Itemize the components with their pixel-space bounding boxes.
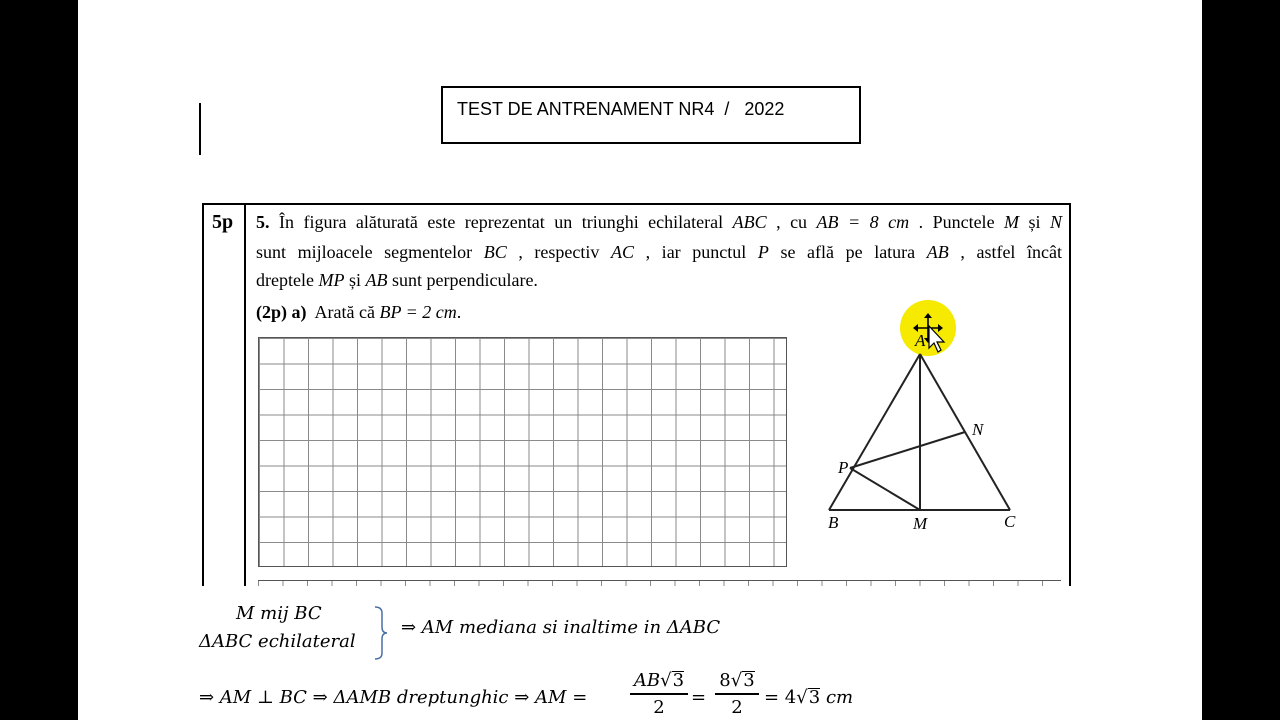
problem-text: În figura alăturată este reprezentat un triunghi echilateral xyxy=(278,212,724,232)
title-box xyxy=(441,86,861,144)
math-m: M xyxy=(1004,212,1020,232)
segment-pm xyxy=(850,468,920,510)
result-unit: cm xyxy=(825,687,854,708)
conclusion-1: ⇒ AM mediana si inaltime in ΔABC xyxy=(401,617,721,638)
radicand: 3 xyxy=(743,670,755,691)
result-coefficient: = 4 xyxy=(764,687,797,708)
problem-text: și xyxy=(1028,212,1041,232)
page-title: TEST DE ANTRENAMENT NR4 / 2022 xyxy=(457,99,785,119)
label-b: B xyxy=(828,513,839,532)
math-n: N xyxy=(1050,212,1063,232)
solution-line-2: ⇒ AM ⊥ BC ⇒ ΔAMB dreptunghic ⇒ AM = xyxy=(199,687,588,708)
problem-line-1 xyxy=(256,212,1062,233)
text-cursor xyxy=(199,103,201,155)
fraction-numerator: AB xyxy=(633,670,661,691)
frame-top-border xyxy=(202,203,1071,205)
math-mp: MP xyxy=(318,270,345,290)
problem-text: , respectiv xyxy=(518,242,600,262)
given-2: ΔABC echilateral xyxy=(199,631,356,652)
problem-text: , cu xyxy=(776,212,808,232)
problem-number: 5. xyxy=(256,212,270,232)
right-brace-icon xyxy=(374,606,388,660)
problem-text: , astfel încât xyxy=(960,242,1063,262)
problem-text: sunt perpendiculare. xyxy=(391,270,538,290)
result-radicand: 3 xyxy=(808,687,821,708)
fraction-denominator: 2 xyxy=(653,696,665,718)
segment-pn xyxy=(850,432,965,468)
equals-sign: = xyxy=(691,687,707,708)
fraction-ab-sqrt3-over-2: AB√3 2 xyxy=(630,670,688,718)
frame-points-divider xyxy=(244,205,246,586)
given-1: M mij BC xyxy=(236,603,322,624)
problem-text: dreptele xyxy=(256,270,314,290)
subpart-end: . xyxy=(456,302,462,322)
answer-grid-next xyxy=(258,580,1061,586)
label-a: A xyxy=(915,331,926,350)
label-n: N xyxy=(972,420,984,439)
triangle-figure xyxy=(818,300,1078,540)
fraction-8sqrt3-over-2: 8√3 2 xyxy=(715,670,759,718)
label-c: C xyxy=(1004,512,1016,531)
math-ab-length: AB = 8 cm xyxy=(816,212,910,232)
fraction-denominator: 2 xyxy=(731,696,743,718)
math-bc: BC xyxy=(483,242,507,262)
frame-left-border xyxy=(202,203,204,586)
subpart-points: (2p) a) xyxy=(256,302,307,322)
label-m: M xyxy=(913,514,928,533)
problem-text: . Punctele xyxy=(918,212,995,232)
math-ab: AB xyxy=(926,242,949,262)
subpart-expression: BP = 2 cm xyxy=(379,302,457,322)
problem-text: sunt mijloacele segmentelor xyxy=(256,242,473,262)
math-ac: AC xyxy=(610,242,634,262)
math-abc: ABC xyxy=(732,212,767,232)
problem-text: , iar punctul xyxy=(645,242,747,262)
label-p: P xyxy=(838,458,849,477)
slide-page xyxy=(78,0,1202,720)
problem-text: și xyxy=(348,270,361,290)
side-ab xyxy=(829,354,920,510)
radicand: 3 xyxy=(672,670,685,691)
problem-line-3 xyxy=(256,270,1062,291)
problem-line-2 xyxy=(256,242,1062,263)
subpart-text: Arată că xyxy=(314,302,375,322)
result-expression: = 4√3 cm xyxy=(764,687,854,708)
math-p: P xyxy=(757,242,769,262)
fraction-numerator: 8 xyxy=(719,670,731,691)
math-ab: AB xyxy=(365,270,388,290)
problem-text: se află pe latura xyxy=(780,242,916,262)
answer-grid xyxy=(258,337,787,567)
points-label: 5p xyxy=(212,211,234,233)
